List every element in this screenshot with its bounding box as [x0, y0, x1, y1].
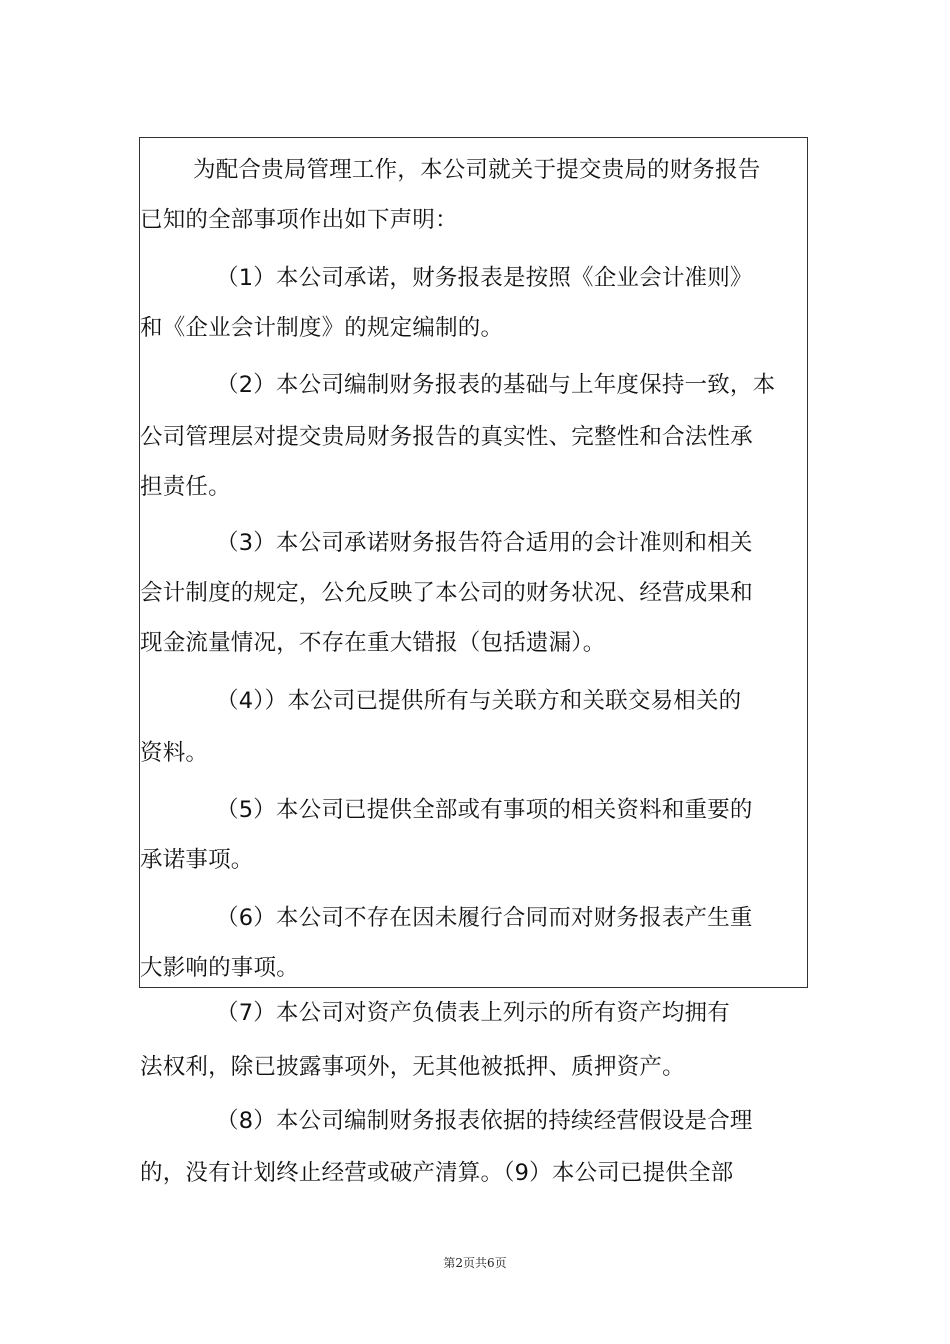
text-line-8: （3）本公司承诺财务报告符合适用的会计准则和相关: [216, 530, 753, 556]
text-line-15: （6）本公司不存在因未履行合同而对财务报表产生重: [216, 905, 753, 931]
text-line-6: 公司管理层对提交贵局财务报告的真实性、完整性和合法性承: [140, 424, 753, 450]
text-line-3: （1）本公司承诺，财务报表是按照《企业会计准则》: [216, 265, 753, 291]
text-line-7: 担责任。: [140, 474, 231, 500]
text-line-19: （8）本公司编制财务报表依据的持续经营假设是合理: [216, 1108, 753, 1134]
text-line-9: 会计制度的规定，公允反映了本公司的财务状况、经营成果和: [140, 580, 753, 606]
text-line-1: 为配合贵局管理工作，本公司就关于提交贵局的财务报告: [193, 157, 761, 183]
text-line-13: （5）本公司已提供全部或有事项的相关资料和重要的: [216, 797, 753, 823]
text-line-16: 大影响的事项。: [140, 955, 299, 981]
text-line-14: 承诺事项。: [140, 847, 254, 873]
text-line-10: 现金流量情况，不存在重大错报（包括遗漏）。: [140, 630, 606, 656]
text-line-5: （2）本公司编制财务报表的基础与上年度保持一致，本: [216, 372, 776, 398]
text-line-11: （4））本公司已提供所有与关联方和关联交易相关的: [216, 688, 742, 714]
text-line-18: 法权利，除已披露事项外，无其他被抵押、质押资产。: [140, 1054, 685, 1080]
page-footer: 第2页共6页: [443, 1256, 507, 1270]
text-line-20: 的，没有计划终止经营或破产清算。（9）本公司已提供全部: [140, 1160, 734, 1186]
text-line-2: 已知的全部事项作出如下声明：: [140, 207, 458, 233]
text-line-4: 和《企业会计制度》的规定编制的。: [140, 315, 504, 341]
text-line-17: （7）本公司对资产负债表上列示的所有资产均拥有: [216, 1000, 730, 1026]
text-line-12: 资料。: [140, 740, 209, 766]
